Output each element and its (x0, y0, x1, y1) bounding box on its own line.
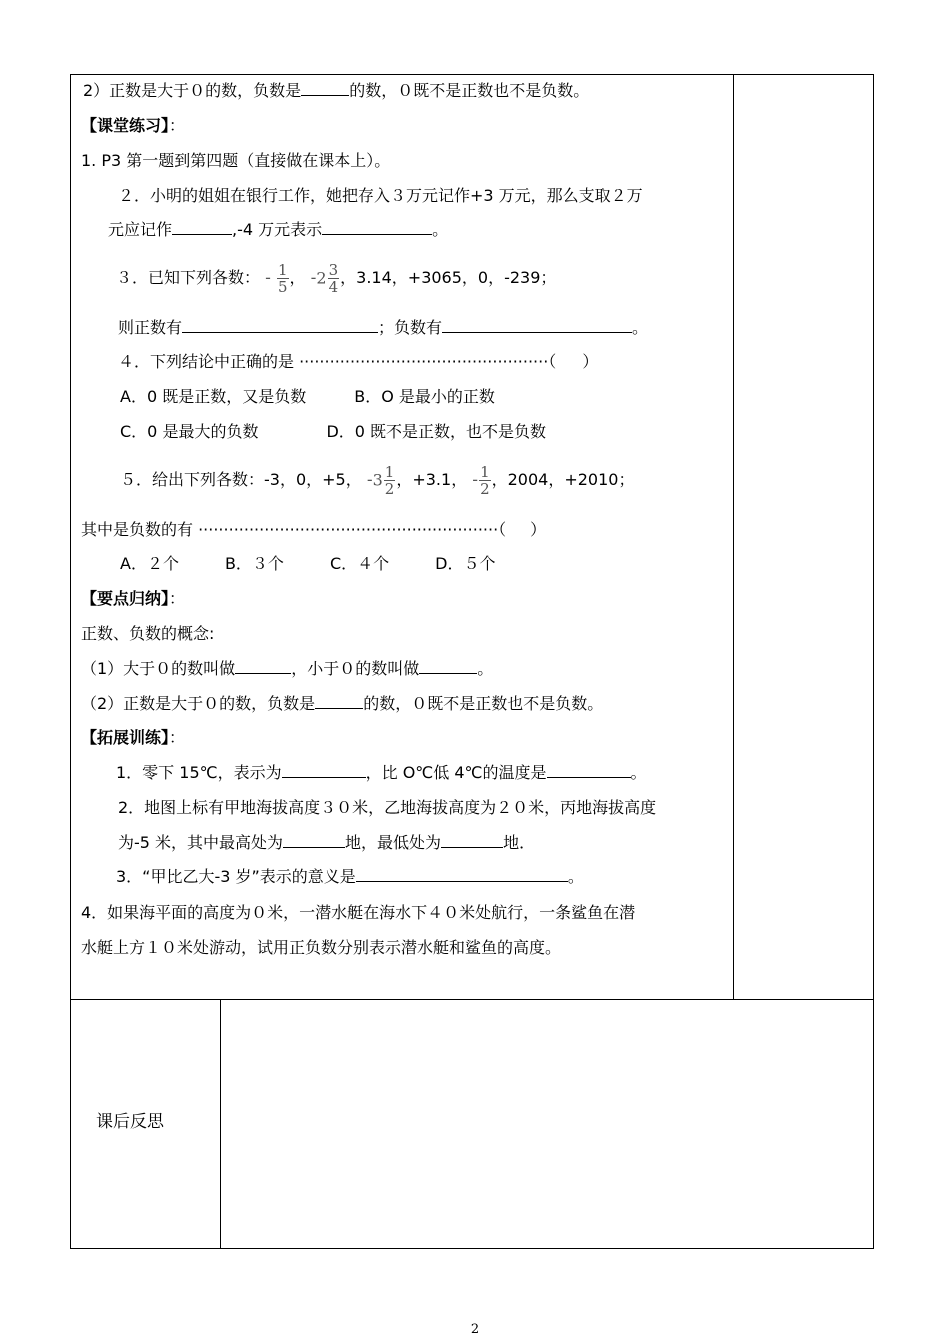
practice-item-5: ５．给出下列各数：-3，0，+5， -3 $\frac{1}{2}$ ，+3.1， - $\frac{1}{2}$ ，2004，+2010； (120, 463, 635, 498)
reflection-label: 课后反思 (96, 1112, 164, 1132)
page-number: 2 (470, 1322, 480, 1337)
practice-item-4-options-ab: A．0 既是正数，又是负数 B．O 是最小的正数 (120, 387, 495, 406)
practice-item-4-options-cd: C．0 是最大的负数 D．0 既不是正数，也不是负数 (120, 422, 547, 441)
practice-heading: 【课堂练习】： (81, 116, 186, 135)
right-column-divider (733, 74, 734, 1000)
fraction: $\frac{3}{4}$ (328, 261, 339, 296)
practice-item-3: ３．已知下列各数： - $\frac{1}{5}$ ， -2 $\frac{3}{4}$ ，3.14，+3065，0，-239； (116, 261, 557, 296)
extension-item-4-cont: 水艇上方１０米处游动，试用正负数分别表示潜水艇和鲨鱼的高度。 (81, 938, 562, 957)
extension-item-2-cont: 为-5 米，其中最高处为 地，最低处为 地． (118, 833, 536, 852)
summary-intro: 正数、负数的概念: (81, 624, 215, 643)
row-divider (70, 999, 874, 1000)
extension-item-4: 4．如果海平面的高度为０米，一潜水艇在海水下４０米处航行，一条鲨鱼在潜 (81, 903, 636, 922)
practice-item-2: ２．小明的姐姐在银行工作，她把存入３万元记作+3 万元，那么支取２万 (118, 186, 643, 205)
fraction: $\frac{1}{2}$ (384, 463, 395, 498)
reflection-label-divider (220, 999, 221, 1249)
fraction: $\frac{1}{2}$ (480, 463, 490, 498)
summary-item-1: （1）大于０的数叫做 ，小于０的数叫做 。 (81, 659, 494, 678)
extension-item-2: 2．地图上标有甲地海拔高度３０米，乙地海拔高度为２０米，丙地海拔高度 (118, 798, 657, 817)
extension-item-3: 3．“甲比乙大-3 岁”表示的意义是 。 (116, 867, 584, 886)
fraction: $\frac{1}{5}$ (277, 261, 288, 296)
practice-item-5-question: 其中是负数的有 ···························································（ ） (81, 520, 547, 539)
extension-item-1: 1．零下 15℃，表示为 ，比 O℃低 4℃的温度是 。 (116, 763, 647, 782)
practice-item-5-options: A．２个 B．３个 C．４个 D．５个 (120, 554, 496, 573)
extension-heading: 【拓展训练】： (81, 728, 186, 747)
practice-item-4: ４．下列结论中正确的是 ·················································（ ） (118, 352, 599, 371)
practice-item-2-cont: 元应记作 ,-4 万元表示 。 (108, 220, 449, 239)
practice-item-1: 1. P3 第一题到第四题（直接做在课本上）。 (81, 151, 391, 170)
practice-item-3-answer: 则正数有 ；负数有 。 (118, 318, 649, 337)
concept-line-2: 2）正数是大于０的数，负数是 的数，０既不是正数也不是负数。 (83, 81, 590, 100)
summary-heading: 【要点归纳】： (81, 589, 186, 608)
summary-item-2: （2）正数是大于０的数，负数是 的数，０既不是正数也不是负数。 (81, 694, 604, 713)
